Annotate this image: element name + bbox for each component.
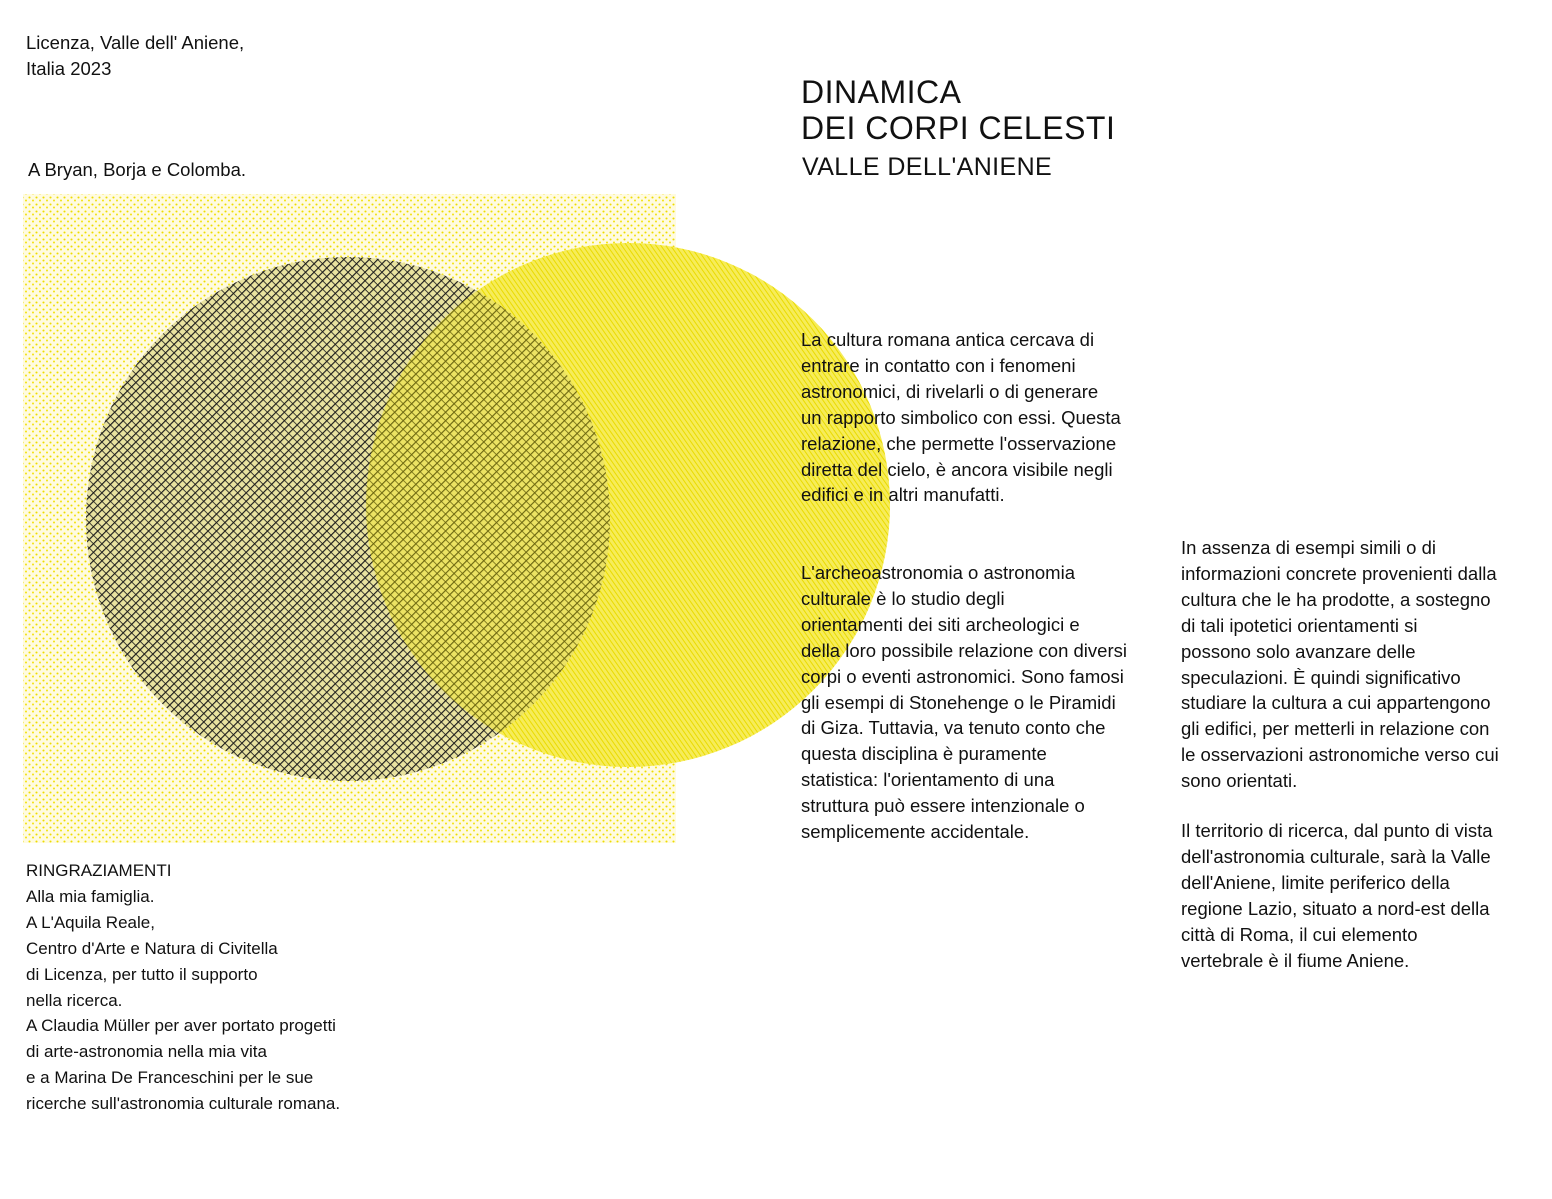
- ack-line: di arte-astronomia nella mia vita: [26, 1042, 267, 1062]
- ack-line: ricerche sull'astronomia culturale romana.: [26, 1094, 341, 1114]
- ack-line: A Claudia Müller per aver portato progetti: [26, 1016, 336, 1036]
- ack-line: A L'Aquila Reale,: [26, 912, 155, 932]
- dedication: A Bryan, Borja e Colomba.: [28, 159, 246, 180]
- acknowledgements: [26, 858, 340, 1117]
- right-paragraph-1: In assenza di esempi simili o di informazioni concrete provenienti dalla cultura che le ha prodotte, a sostegno di tali ipotetici orientamenti si possono solo avanzare delle speculazioni. È quindi significativo studiare la cultura a cui appartengono gli edifici, per metterli in relazione con le osservazioni astronomiche verso cui sono orientati.: [1181, 537, 1499, 792]
- ack-line: di Licenza, per tutto il supporto: [26, 964, 258, 984]
- celestial-illustration: [0, 0, 900, 860]
- ack-line: e a Marina De Franceschini per le sue: [26, 1068, 314, 1088]
- title-line-2: DEI CORPI CELESTI: [801, 110, 1116, 146]
- location-line-2: Italia 2023: [26, 58, 112, 79]
- middle-paragraph-1: La cultura romana antica cercava di entrare in contatto con i fenomeni astronomici, di rivelarli o di generare un rapporto simbolico con essi. Questa relazione, che permette l'osservazione diretta del cielo, è ancora visibile negli edifici e in altri manufatti.: [801, 329, 1121, 506]
- ack-line: nella ricerca.: [26, 990, 123, 1010]
- acknowledgements-heading: RINGRAZIAMENTI: [26, 861, 172, 880]
- location-line-1: Licenza, Valle dell' Aniene,: [26, 32, 245, 53]
- subtitle: VALLE DELL'ANIENE: [802, 153, 1053, 181]
- middle-paragraph-2: L'archeoastronomia o astronomia culturale è lo studio degli orientamenti dei siti archeologici e della loro possibile relazione con diversi corpi o eventi astronomici. Sono famosi gli esempi di Stonehenge o le Piramidi di Giza. Tuttavia, va tenuto conto che questa disciplina è puramente statistica: l'orientamento di una struttura può essere intenzionale o semplicemente accidentale.: [801, 562, 1127, 843]
- ack-line: Alla mia famiglia.: [26, 886, 155, 906]
- ack-line: Centro d'Arte e Natura di Civitella: [26, 938, 278, 958]
- title-line-1: DINAMICA: [801, 74, 962, 110]
- right-paragraph-2: Il territorio di ricerca, dal punto di vista dell'astronomia culturale, sarà la Valle dell'Aniene, limite periferico della regione Lazio, situato a nord-est della città di Roma, il cui elemento vertebrale è il fiume Aniene.: [1181, 820, 1493, 971]
